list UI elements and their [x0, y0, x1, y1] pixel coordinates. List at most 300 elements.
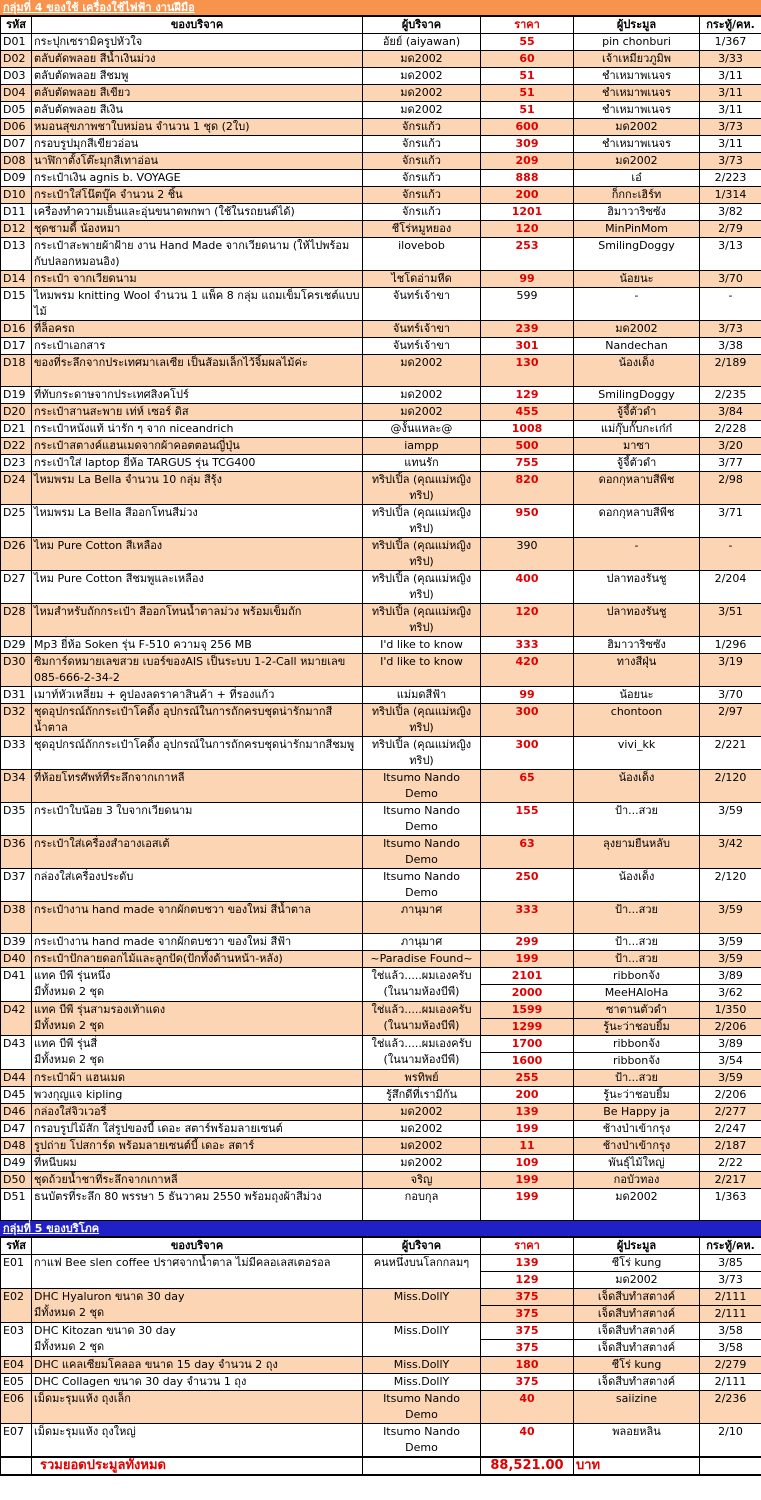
topic-ref: 3/51: [700, 604, 761, 637]
table-row: [1, 951, 761, 968]
bidder-name: เจ็ดสีบทำสตางค์: [574, 1306, 700, 1323]
donor-name: ทริปเปิ้ล (คุณแม่หญิงทริป): [363, 505, 481, 538]
topic-ref: 2/247: [700, 1121, 761, 1138]
topic-ref: 2/206: [700, 1087, 761, 1104]
bidder-name: ชีโร่ kung: [574, 1357, 700, 1374]
item-code: D16: [1, 321, 32, 338]
table-row: [1, 654, 761, 687]
col-header-code: รหัส: [1, 17, 32, 34]
item-name: กระเป๋าใบน้อย 3 ใบจากเวียดนาม: [32, 803, 363, 836]
topic-ref: 3/58: [700, 1323, 761, 1340]
bidder-name: Nandechan: [574, 338, 700, 355]
item-code: D32: [1, 704, 32, 737]
topic-ref: 3/54: [700, 1053, 761, 1070]
table-row: [1, 85, 761, 102]
price-value: 129: [481, 387, 574, 404]
topic-ref: 3/73: [700, 119, 761, 136]
col-header-topic: กระทู้/คห.: [700, 1238, 761, 1255]
item-name: รูปถ่าย โปสการ์ด พร้อมลายเซนต์บี้ เดอะ สตาร์: [32, 1138, 363, 1155]
topic-ref: 2/111: [700, 1374, 761, 1391]
topic-ref: 3/11: [700, 102, 761, 119]
item-name: DHC Kitozan ขนาด 30 day มีทั้งหมด 2 ชุด: [32, 1323, 363, 1357]
item-code: D17: [1, 338, 32, 355]
table-row: [1, 1121, 761, 1138]
bidder-name: SmilingDoggy: [574, 387, 700, 404]
price-value: 155: [481, 803, 574, 836]
donor-name: จักรแก้ว: [363, 136, 481, 153]
topic-ref: 3/84: [700, 404, 761, 421]
table-row: [1, 770, 761, 803]
item-code: D48: [1, 1138, 32, 1155]
item-name: ซิมการ์ดหมายเลขสวย เบอร์ของAIS เป็นระบบ 1-2-Call หมายเลข 085-666-2-34-2: [32, 654, 363, 687]
topic-ref: 2/189: [700, 355, 761, 387]
col-header-topic: กระทู้/คห.: [700, 17, 761, 34]
topic-ref: 3/62: [700, 985, 761, 1002]
price-value: 51: [481, 102, 574, 119]
item-name: กระเป๋าเงิน agnis b. VOYAGE: [32, 170, 363, 187]
donor-name: Itsumo Nando Demo: [363, 836, 481, 869]
table-row: [1, 803, 761, 836]
price-value: 375: [481, 1323, 574, 1340]
donor-name: มด2002: [363, 85, 481, 102]
table-row: [1, 505, 761, 538]
topic-ref: 3/73: [700, 1272, 761, 1289]
table-row: [1, 187, 761, 204]
topic-ref: 2/111: [700, 1289, 761, 1306]
table-row: [1, 968, 761, 985]
bidder-name: เจ็ดสีบทำสตางค์: [574, 1374, 700, 1391]
bidder-name: ลุงยามยืนหลับ: [574, 836, 700, 869]
bidder-name: ทางสีฝุ่น: [574, 654, 700, 687]
price-value: 209: [481, 153, 574, 170]
donor-name: จักรแก้ว: [363, 153, 481, 170]
bidder-name: มาซา: [574, 438, 700, 455]
bidder-name: ช้างป่าเข้ากรุง: [574, 1138, 700, 1155]
item-code: D35: [1, 803, 32, 836]
price-value: 65: [481, 770, 574, 803]
item-code: D14: [1, 271, 32, 288]
topic-ref: 2/217: [700, 1172, 761, 1189]
bidder-name: พลอยหลิน: [574, 1424, 700, 1458]
donor-name: ~Paradise Found~: [363, 951, 481, 968]
topic-ref: 2/10: [700, 1424, 761, 1458]
price-value: 2101: [481, 968, 574, 985]
col-header-donor: ผู้บริจาค: [363, 17, 481, 34]
item-name: กระเป๋างาน hand made จากผักตบชวา ของใหม่ สีฟ้า: [32, 934, 363, 951]
topic-ref: -: [700, 288, 761, 321]
bidder-name: ชำเหมาพเนจร: [574, 136, 700, 153]
table-row: [1, 204, 761, 221]
item-code: D21: [1, 421, 32, 438]
price-value: 139: [481, 1104, 574, 1121]
item-code: D02: [1, 51, 32, 68]
col-header-price: ราคา: [481, 1238, 574, 1255]
donor-name: Itsumo Nando Demo: [363, 803, 481, 836]
topic-ref: 1/350: [700, 1002, 761, 1019]
price-value: 129: [481, 1272, 574, 1289]
bidder-name: เอ๋: [574, 170, 700, 187]
donor-name: Itsumo Nando Demo: [363, 869, 481, 902]
price-value: 375: [481, 1340, 574, 1357]
item-code: E07: [1, 1424, 32, 1458]
price-value: 755: [481, 455, 574, 472]
donor-name: มด2002: [363, 68, 481, 85]
donor-name: ทริปเปิ้ล (คุณแม่หญิงทริป): [363, 737, 481, 770]
bidder-name: saiizine: [574, 1391, 700, 1424]
topic-ref: 1/296: [700, 637, 761, 654]
item-code: D26: [1, 538, 32, 571]
item-name: กระเป๋าสตางค์แฮนเมดจากผ้าคอตตอนญี่ปุ่น: [32, 438, 363, 455]
bidder-name: ชำเหมาพเนจร: [574, 102, 700, 119]
item-code: E03: [1, 1323, 32, 1357]
item-code: D41: [1, 968, 32, 1002]
item-code: D19: [1, 387, 32, 404]
item-name: กล่องใส่จิวเวอรี่: [32, 1104, 363, 1121]
item-code: D36: [1, 836, 32, 869]
topic-ref: 3/89: [700, 1036, 761, 1053]
item-code: E06: [1, 1391, 32, 1424]
donor-name: ไชโดอ่ามหีด: [363, 271, 481, 288]
topic-ref: 3/11: [700, 68, 761, 85]
group5-title: กลุ่มที่ 5 ของบริโภค: [3, 1222, 100, 1235]
item-name: แทค บีพี รุ่นสามรองเท้าแดง มีทั้งหมด 2 ชุด: [32, 1002, 363, 1036]
item-code: D13: [1, 238, 32, 271]
topic-ref: 2/187: [700, 1138, 761, 1155]
table-row: [1, 102, 761, 119]
donor-name: คนหนึ่งบนโลกกลมๆ: [363, 1255, 481, 1289]
topic-ref: 3/85: [700, 1255, 761, 1272]
price-value: 299: [481, 934, 574, 951]
topic-ref: -: [700, 538, 761, 571]
donor-name: I'd like to know: [363, 637, 481, 654]
price-value: 130: [481, 355, 574, 387]
item-code: D18: [1, 355, 32, 387]
topic-ref: 3/59: [700, 951, 761, 968]
price-value: 51: [481, 68, 574, 85]
item-code: D25: [1, 505, 32, 538]
table-row: [1, 1172, 761, 1189]
price-value: 11: [481, 1138, 574, 1155]
bidder-name: ปลาทองรันชู: [574, 571, 700, 604]
bidder-name: ป้า...สวย: [574, 902, 700, 934]
topic-ref: 3/59: [700, 803, 761, 836]
item-name: เม็ดมะรุมแห้ง ถุงเล็ก: [32, 1391, 363, 1424]
item-name: ไหม Pure Cotton สีชมพูและเหลือง: [32, 571, 363, 604]
topic-ref: 2/97: [700, 704, 761, 737]
bidder-name: มด2002: [574, 119, 700, 136]
donor-name: มด2002: [363, 1104, 481, 1121]
donor-name: ทริปเปิ้ล (คุณแม่หญิงทริป): [363, 604, 481, 637]
donor-name: I'd like to know: [363, 654, 481, 687]
item-name: กระเป๋าสะพายผ้าฝ้าย งาน Hand Made จากเวียดนาม (ให้ไปพร้อมกับปลอกหมอนอิง): [32, 238, 363, 271]
item-name: Mp3 ยี่ห้อ Soken รุ่น F-510 ความจุ 256 MB: [32, 637, 363, 654]
table-row: [1, 438, 761, 455]
donor-name: ใช่แล้ว.....ผมเองครับ (ในนามห้องบีพี): [363, 1036, 481, 1070]
topic-ref: 3/33: [700, 51, 761, 68]
price-value: 1700: [481, 1036, 574, 1053]
bidder-name: น้องเด็ง: [574, 869, 700, 902]
item-code: D44: [1, 1070, 32, 1087]
table-row: [1, 1323, 761, 1340]
price-value: 333: [481, 637, 574, 654]
donor-name: @งั้นแหละ@: [363, 421, 481, 438]
price-value: 199: [481, 951, 574, 968]
item-code: D33: [1, 737, 32, 770]
item-code: D49: [1, 1155, 32, 1172]
table-row: [1, 1087, 761, 1104]
price-value: 375: [481, 1374, 574, 1391]
item-name: กระเป๋าเอกสาร: [32, 338, 363, 355]
bidder-name: ป้า...สวย: [574, 1070, 700, 1087]
item-code: D12: [1, 221, 32, 238]
table-row: [1, 338, 761, 355]
table-row: [1, 1255, 761, 1272]
topic-ref: 3/11: [700, 136, 761, 153]
item-name: ไหมพรม knitting Wool จำนวน 1 แพ็ค 8 กลุ่ม แถมเข็มโครเชต์แบบไม้: [32, 288, 363, 321]
item-name: ไหม Pure Cotton สีเหลือง: [32, 538, 363, 571]
price-value: 253: [481, 238, 574, 271]
item-name: ชุดชามดี้ น้องหมา: [32, 221, 363, 238]
item-code: D01: [1, 34, 32, 51]
table-row: [1, 170, 761, 187]
price-value: 250: [481, 869, 574, 902]
item-name: เครื่องทำความเย็นและอุ่นขนาดพกพา (ใช้ในรถยนต์ได้): [32, 204, 363, 221]
topic-ref: 3/70: [700, 271, 761, 288]
table-row: [1, 1002, 761, 1019]
donor-name: รู้สึกดีที่เรามีกัน: [363, 1087, 481, 1104]
item-name: ที่หนีบผม: [32, 1155, 363, 1172]
bidder-name: -: [574, 288, 700, 321]
bidder-name: มด2002: [574, 153, 700, 170]
bidder-name: มด2002: [574, 1272, 700, 1289]
item-code: D42: [1, 1002, 32, 1036]
item-code: D10: [1, 187, 32, 204]
item-code: D11: [1, 204, 32, 221]
donor-name: ใช่แล้ว.....ผมเองครับ (ในนามห้องบีพี): [363, 1002, 481, 1036]
topic-ref: 3/59: [700, 934, 761, 951]
item-code: D46: [1, 1104, 32, 1121]
donor-name: ทริปเปิ้ล (คุณแม่หญิงทริป): [363, 472, 481, 505]
item-code: D22: [1, 438, 32, 455]
topic-ref: 2/22: [700, 1155, 761, 1172]
topic-ref: 3/59: [700, 902, 761, 934]
item-code: D15: [1, 288, 32, 321]
topic-ref: 2/236: [700, 1391, 761, 1424]
item-code: D28: [1, 604, 32, 637]
topic-ref: 3/42: [700, 836, 761, 869]
price-value: 99: [481, 271, 574, 288]
item-name: ที่ห้อยโทรศัพท์ที่ระลึกจากเกาหลี: [32, 770, 363, 803]
bidder-name: แม่กุ๊บกั๊บกะเก๋ก๋: [574, 421, 700, 438]
bidder-name: ดอกกุหลาบสีพีช: [574, 505, 700, 538]
topic-ref: 2/98: [700, 472, 761, 505]
item-name: แทค บีพี รุ่นหนึ่ง มีทั้งหมด 2 ชุด: [32, 968, 363, 1002]
total-row: [1, 1457, 761, 1475]
bidder-name: ช้างป่าเข้ากรุง: [574, 1121, 700, 1138]
item-code: D29: [1, 637, 32, 654]
header-row: [1, 17, 761, 34]
price-value: 255: [481, 1070, 574, 1087]
item-name: ตลับตัดพลอย สีน้ำเงินม่วง: [32, 51, 363, 68]
price-value: 888: [481, 170, 574, 187]
price-value: 139: [481, 1255, 574, 1272]
total-unit: บาท: [574, 1457, 700, 1475]
topic-ref: 2/235: [700, 387, 761, 404]
price-value: 400: [481, 571, 574, 604]
table-row: [1, 604, 761, 637]
col-header-item: ของบริจาค: [32, 1238, 363, 1255]
item-name: กรอบรูปไม้สัก ใส่รูปของบี้ เดอะ สตาร์พร้อมลายเซนต์: [32, 1121, 363, 1138]
price-value: 199: [481, 1189, 574, 1221]
donor-name: iampp: [363, 438, 481, 455]
table-row: [1, 737, 761, 770]
price-value: 1599: [481, 1002, 574, 1019]
topic-ref: 3/70: [700, 687, 761, 704]
item-name: กระเป๋าปักลายดอกไม้และลูกปัด(ปักทั้งด้านหน้า-หลัง): [32, 951, 363, 968]
item-code: D39: [1, 934, 32, 951]
item-name: ชุดถ้วยน้ำชาที่ระลึกจากเกาหลี: [32, 1172, 363, 1189]
bidder-name: ป้า...สวย: [574, 951, 700, 968]
bidder-name: มด2002: [574, 321, 700, 338]
donor-name: มด2002: [363, 102, 481, 119]
price-value: 99: [481, 687, 574, 704]
donor-name: จักรแก้ว: [363, 187, 481, 204]
col-header-price: ราคา: [481, 17, 574, 34]
bidder-name: ซาตานตัวดำ: [574, 1002, 700, 1019]
topic-ref: 3/19: [700, 654, 761, 687]
topic-ref: 2/206: [700, 1019, 761, 1036]
topic-ref: 2/204: [700, 571, 761, 604]
table-row: [1, 321, 761, 338]
item-name: DHC แคลเซียมโคลอล ขนาด 15 day จำนวน 2 ถุง: [32, 1357, 363, 1374]
price-value: 55: [481, 34, 574, 51]
table-row: [1, 1104, 761, 1121]
table-row: [1, 387, 761, 404]
col-header-item: ของบริจาค: [32, 17, 363, 34]
bidder-name: vivi_kk: [574, 737, 700, 770]
table-row: [1, 1189, 761, 1221]
item-name: กระเป๋าสานสะพาย เท่ห์ เซอร์ ดิส: [32, 404, 363, 421]
donor-name: จักรแก้ว: [363, 204, 481, 221]
item-code: D37: [1, 869, 32, 902]
item-name: กระเป๋าใส่โน๊ตบุ๊ค จำนวน 2 ชิ้น: [32, 187, 363, 204]
bidder-name: มด2002: [574, 1189, 700, 1221]
donor-name: มด2002: [363, 404, 481, 421]
price-value: 120: [481, 221, 574, 238]
item-name: เมาท์หัวเหลี่ยม + คูปองลดราคาสินค้า + ที่รองแก้ว: [32, 687, 363, 704]
donor-name: ภานุมาศ: [363, 934, 481, 951]
topic-ref: 2/221: [700, 737, 761, 770]
item-code: D47: [1, 1121, 32, 1138]
price-value: 301: [481, 338, 574, 355]
topic-ref: 2/228: [700, 421, 761, 438]
item-name: กระเป๋าหนังแท้ น่ารัก ๆ จาก niceandrich: [32, 421, 363, 438]
price-value: 600: [481, 119, 574, 136]
donor-name: Miss.DollY: [363, 1357, 481, 1374]
item-code: D51: [1, 1189, 32, 1221]
bidder-name: ก็กกะเฮิร์ท: [574, 187, 700, 204]
item-code: D43: [1, 1036, 32, 1070]
bidder-name: เจ้าเหมียวภูมิพ: [574, 51, 700, 68]
price-value: 120: [481, 604, 574, 637]
donor-name: Itsumo Nando Demo: [363, 1424, 481, 1458]
table-row: [1, 1374, 761, 1391]
price-value: 1600: [481, 1053, 574, 1070]
price-value: 500: [481, 438, 574, 455]
col-header-donor: ผู้บริจาค: [363, 1238, 481, 1255]
donor-name: พรทิพย์: [363, 1070, 481, 1087]
table-row: [1, 934, 761, 951]
item-code: E05: [1, 1374, 32, 1391]
table-row: [1, 404, 761, 421]
donor-name: Miss.DollY: [363, 1323, 481, 1357]
price-value: 309: [481, 136, 574, 153]
item-name: ชุดอุปกรณ์ถักกระเป๋าโคดิ้ง อุปกรณ์ในการถักครบชุดน่ารักมากสีชมพู: [32, 737, 363, 770]
price-value: 200: [481, 1087, 574, 1104]
bidder-name: น้อยนะ: [574, 271, 700, 288]
donor-name: อัยย์ (aiyawan): [363, 34, 481, 51]
item-code: E01: [1, 1255, 32, 1289]
bidder-name: MinPinMom: [574, 221, 700, 238]
donor-name: Itsumo Nando Demo: [363, 1391, 481, 1424]
item-name: ที่ทับกระดาษจากประเทศสิงคโปร์: [32, 387, 363, 404]
item-name: นาฬิกาตั้งโต๊ะมุกสีเทาอ่อน: [32, 153, 363, 170]
table-row: [1, 136, 761, 153]
topic-ref: 1/363: [700, 1189, 761, 1221]
item-code: D03: [1, 68, 32, 85]
bidder-name: เจ็ดสีบทำสตางค์: [574, 1323, 700, 1340]
item-name: ตลับตัดพลอย สีเขียว: [32, 85, 363, 102]
table-row: [1, 271, 761, 288]
table-row: [1, 238, 761, 271]
price-value: 300: [481, 704, 574, 737]
table-row: [1, 68, 761, 85]
bidder-name: ป้า...สวย: [574, 803, 700, 836]
bidder-name: รู้นะว่าชอบยิ้ม: [574, 1087, 700, 1104]
donor-name: มด2002: [363, 1138, 481, 1155]
table-row: [1, 455, 761, 472]
topic-ref: 2/279: [700, 1357, 761, 1374]
item-code: D24: [1, 472, 32, 505]
topic-ref: 3/71: [700, 505, 761, 538]
topic-ref: 2/277: [700, 1104, 761, 1121]
table-row: [1, 288, 761, 321]
donor-name: Miss.DollY: [363, 1289, 481, 1323]
item-code: D20: [1, 404, 32, 421]
donor-name: Itsumo Nando Demo: [363, 770, 481, 803]
topic-ref: 1/314: [700, 187, 761, 204]
item-code: D45: [1, 1087, 32, 1104]
topic-ref: 3/89: [700, 968, 761, 985]
item-name: ที่ล็อครถ: [32, 321, 363, 338]
donor-name: มด2002: [363, 1155, 481, 1172]
item-name: กระเป๋า จากเวียดนาม: [32, 271, 363, 288]
price-value: 239: [481, 321, 574, 338]
donor-name: มด2002: [363, 387, 481, 404]
table-row: [1, 221, 761, 238]
bidder-name: ฮิมาวาริซซัง: [574, 637, 700, 654]
group5-header: [0, 1221, 761, 1237]
topic-ref: 3/73: [700, 321, 761, 338]
table-row: [1, 869, 761, 902]
price-value: 40: [481, 1391, 574, 1424]
item-code: D27: [1, 571, 32, 604]
topic-ref: 3/11: [700, 85, 761, 102]
col-header-bidder: ผู้ประมูล: [574, 1238, 700, 1255]
item-name: กล่องใส่เครื่องประดับ: [32, 869, 363, 902]
table-row: [1, 119, 761, 136]
item-code: D09: [1, 170, 32, 187]
